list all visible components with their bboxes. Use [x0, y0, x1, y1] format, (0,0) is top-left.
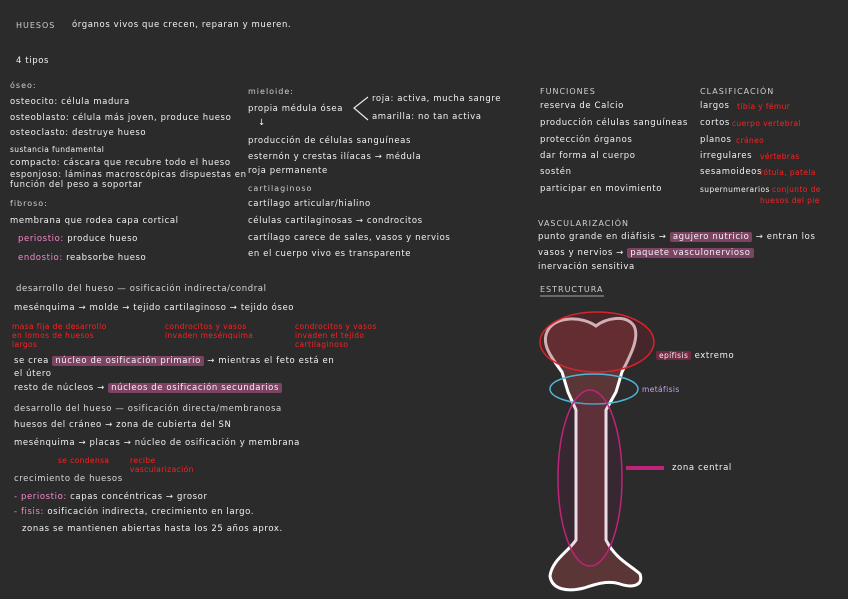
endostio-text: reabsorbe hueso — [66, 253, 147, 263]
oseo-line: esponjoso: láminas macroscópicas dispuestas en — [10, 170, 247, 180]
oseo-line: función del peso a soportar — [10, 180, 143, 190]
vasc-line1-pre: punto grande en diáfisis → — [538, 232, 667, 242]
mieloide-amarilla: amarilla: no tan activa — [372, 112, 482, 122]
note-recibe-vascularizacion: recibe vascularización — [130, 456, 194, 474]
agujero-nutricio-highlight: agujero nutricio — [670, 232, 753, 242]
section-title-funciones: FUNCIONES — [540, 87, 596, 96]
section-title-osificacion-directa: desarrollo del hueso — osificación directa/membranosa — [14, 404, 282, 414]
epifisis-outline — [540, 312, 654, 372]
crecimiento-fisis-label: - fisis: — [14, 507, 45, 517]
crecimiento-periostio-label: - periostio: — [14, 492, 67, 502]
funcion-item: dar forma al cuerpo — [540, 151, 636, 161]
clasificacion-example: cuerpo vertebral — [732, 119, 801, 128]
cartilaginoso-line: cartílago carece de sales, vasos y nervios — [248, 233, 451, 243]
clasificacion-example: tibia y fémur — [737, 102, 791, 111]
section-title-cartilaginoso: cartilaginoso — [248, 184, 313, 193]
mieloide-propia: propia médula ósea — [248, 104, 344, 114]
oseo-line: osteoclasto: destruye hueso — [10, 128, 147, 138]
clasificacion-example: cráneo — [736, 136, 765, 145]
clasificacion-label: irregulares — [700, 151, 753, 161]
clasificacion-example: vértebras — [760, 152, 800, 161]
page-subtitle: órganos vivos que crecen, reparan y mueren. — [72, 20, 292, 30]
funcion-item: reserva de Calcio — [540, 101, 624, 111]
cartilaginoso-line: cartílago articular/hialino — [248, 199, 371, 209]
cartilaginoso-line: células cartilaginosas → condrocitos — [248, 216, 423, 226]
osificacion-indirecta-flow: mesénquima → molde → tejido cartilaginoso → tejido óseo — [14, 303, 295, 313]
clasificacion-example: rótula, patela — [760, 168, 816, 177]
clasificacion-label: cortos — [700, 118, 730, 128]
section-title-clasificacion: CLASIFICACIÓN — [700, 87, 775, 96]
section-title-fibroso: fibroso: — [10, 199, 48, 208]
periostio-text: produce hueso — [67, 234, 138, 244]
note-condrocitos-cartilaginoso: condrocitos y vasos invaden el tejido cartilaginoso — [295, 322, 377, 349]
epifisis-note: extremo — [694, 351, 735, 361]
section-title-vascularizacion: VASCULARIZACIÓN — [538, 219, 630, 228]
vascularizacion-line: inervación sensitiva — [538, 262, 635, 272]
clasificacion-example: conjunto de — [772, 185, 821, 194]
oseo-line: sustancia fundamental — [10, 145, 105, 154]
oseo-line: osteocito: célula madura — [10, 97, 130, 107]
metafisis-label: metáfisis — [642, 385, 680, 394]
mieloide-line: producción de células sanguíneas — [248, 136, 411, 146]
crecimiento-fisis-text: osificación indirecta, crecimiento en largo. — [47, 507, 255, 517]
funcion-item: participar en movimiento — [540, 184, 663, 194]
diafisis-note: zona central — [672, 463, 732, 473]
section-title-osificacion-indirecta: desarrollo del hueso — osificación indirecta/condral — [16, 284, 267, 294]
crecimiento-periostio-text: capas concéntricas → grosor — [70, 492, 208, 502]
cartilaginoso-line: en el cuerpo vivo es transparente — [248, 249, 412, 259]
clasificacion-label: sesamoideos — [700, 167, 762, 177]
funcion-item: producción células sanguíneas — [540, 118, 688, 128]
note-masa-fija: masa fija de desarrollo en lomos de huesos largos — [12, 322, 107, 349]
nucleo-pre: se crea — [14, 356, 49, 366]
note-se-condensa: se condensa — [58, 456, 110, 465]
section-title-crecimiento: crecimiento de huesos — [14, 474, 123, 484]
section-title-oseo: óseo: — [10, 81, 37, 90]
periostio-label: periostio: — [18, 234, 64, 244]
diafisis-outline — [558, 390, 622, 566]
epifisis-label: epífisis — [656, 351, 691, 360]
mieloide-line: esternón y crestas ilíacas → médula — [248, 152, 422, 162]
osificacion-directa-line: huesos del cráneo → zona de cubierta del SN — [14, 420, 232, 430]
mieloide-roja: roja: activa, mucha sangre — [372, 94, 502, 104]
section-title-estructura: ESTRUCTURA — [540, 285, 604, 294]
clasificacion-label: supernumerarios — [700, 185, 770, 194]
nucleo-post: → mientras el feto está en — [207, 356, 335, 366]
types-count: 4 tipos — [16, 56, 50, 66]
brace-icon — [354, 97, 368, 120]
clasificacion-label: largos — [700, 101, 730, 111]
mieloide-line: roja permanente — [248, 166, 328, 176]
clasificacion-label: planos — [700, 135, 732, 145]
nucleos-secundarios-highlight: núcleos de osificación secundarios — [108, 383, 282, 393]
down-arrow-icon: ↓ — [258, 118, 266, 128]
paquete-vasculonervioso-highlight: paquete vasculonervioso — [627, 248, 753, 258]
vasc-line1-post: → entran los — [755, 232, 816, 242]
osificacion-directa-line: mesénquima → placas → núcleo de osificación y membrana — [14, 438, 300, 448]
vasc-line2-pre: vasos y nervios → — [538, 248, 624, 258]
crecimiento-zonas-line: zonas se mantienen abiertas hasta los 25 años aprox. — [22, 524, 283, 534]
note-condrocitos-mesenquima: condrocitos y vasos invaden mesénquima — [165, 322, 254, 340]
endostio-label: endostio: — [18, 253, 63, 263]
oseo-line: osteoblasto: célula más joven, produce hueso — [10, 113, 232, 123]
oseo-line: compacto: cáscara que recubre todo el hueso — [10, 158, 231, 168]
resto-pre: resto de núcleos → — [14, 383, 105, 393]
nucleo-primario-highlight: núcleo de osificación primario — [52, 356, 204, 366]
page-title: HUESOS — [16, 21, 56, 30]
clasificacion-example: huesos del pie — [760, 196, 820, 205]
utero-line: el útero — [14, 369, 52, 379]
funcion-item: protección órganos — [540, 135, 633, 145]
epifisis-label-line — [656, 351, 734, 362]
fibroso-line: membrana que rodea capa cortical — [10, 216, 179, 226]
funcion-item: sostén — [540, 167, 572, 177]
section-title-mieloide: mieloide: — [248, 87, 294, 96]
